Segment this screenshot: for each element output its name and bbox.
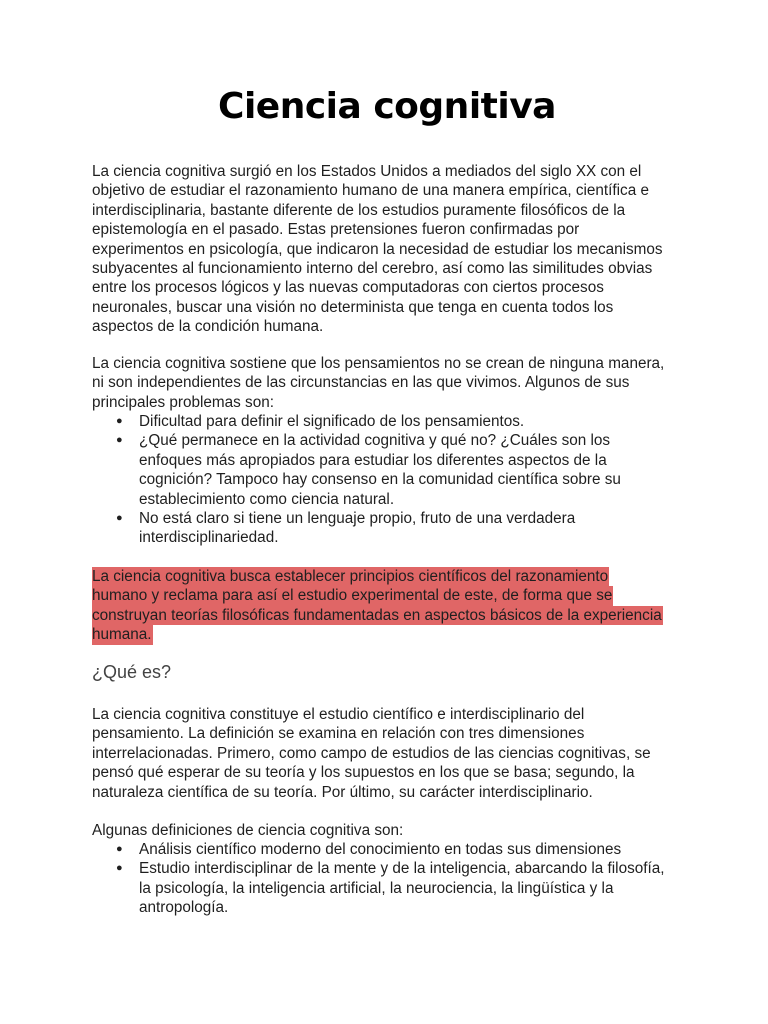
text-line: cognición? Tampoco hay consenso en la comunidad científica sobre su	[139, 471, 621, 489]
text-line: aspectos de la condición humana.	[92, 318, 324, 336]
text-line: pensó qué esperar de su teoría y los supuestos en los que se basa; segundo, la	[92, 764, 635, 782]
document-title: Ciencia cognitiva	[218, 86, 556, 127]
definitions-intro	[92, 821, 682, 840]
list-item	[92, 840, 682, 859]
text-line: objetivo de estudiar el razonamiento humano de una manera empírica, científica e	[92, 182, 649, 200]
text-line: pensamiento. La definición se examina en relación con tres dimensiones	[92, 725, 585, 743]
text-line: interrelacionadas. Primero, como campo de estudios de las ciencias cognitivas, se	[92, 744, 651, 762]
text-line: Dificultad para definir el significado de los pensamientos.	[139, 413, 525, 430]
text-line: La ciencia cognitiva constituye el estudio científico e interdisciplinario del	[92, 706, 585, 723]
list-item	[92, 859, 682, 917]
text-line: ¿Qué permanece en la actividad cognitiva y qué no? ¿Cuáles son los	[139, 432, 611, 450]
text-line: ni son independientes de las circunstancias en las que vivimos. Algunos de sus	[92, 374, 630, 392]
definitions-list	[92, 840, 682, 918]
section-heading: ¿Qué es?	[92, 662, 172, 682]
text-line: antropología.	[139, 899, 229, 917]
text-line: epistemología en el pasado. Estas pretensiones fueron confirmadas por	[92, 221, 580, 239]
list-item	[92, 509, 682, 548]
list-item	[92, 431, 682, 509]
text-line: interdisciplinariedad.	[139, 529, 279, 547]
text-line: entre los procesos lógicos y las nuevas computadoras con ciertos procesos	[92, 279, 604, 297]
list-item	[92, 412, 682, 431]
highlighted-line: construyan teorías filosóficas fundamentadas en aspectos básicos de la experiencia	[92, 606, 662, 624]
problems-list	[92, 412, 682, 548]
intro-paragraph	[92, 162, 682, 337]
bullet-icon: ●	[116, 511, 123, 524]
text-line: experimentos en psicología, que indicaron la necesidad de estudiar los mecanismos	[92, 240, 663, 258]
text-line: establecimiento como ciencia natural.	[139, 490, 395, 508]
bullet-icon: ●	[116, 843, 123, 855]
text-line: naturaleza científica de su teoría. Por último, su carácter interdisciplinario.	[92, 783, 593, 801]
text-line: No está claro si tiene un lenguaje propio, fruto de una verdadera	[139, 509, 576, 527]
text-line: subyacentes al funcionamiento interno del cerebro, así como las similitudes obvias	[92, 259, 653, 277]
text-line: neuronales, buscar una visión no determinista que tenga en cuenta todos los	[92, 298, 614, 316]
text-line: principales problemas son:	[92, 393, 274, 411]
definition-paragraph	[92, 705, 682, 802]
text-line: Algunas definiciones de ciencia cognitiva son:	[92, 822, 404, 839]
text-line: enfoques más apropiados para estudiar los diferentes aspectos de la	[139, 451, 607, 469]
text-line: La ciencia cognitiva surgió en los Estados Unidos a mediados del siglo XX con el	[92, 163, 642, 180]
highlighted-line: La ciencia cognitiva busca establecer principios científicos del razonamiento	[92, 568, 609, 585]
bullet-icon: ●	[116, 434, 123, 447]
bullet-icon: ●	[116, 862, 123, 875]
bullet-icon: ●	[116, 415, 123, 427]
text-line: Estudio interdisciplinar de la mente y de la inteligencia, abarcando la filosofía,	[139, 860, 665, 878]
highlighted-paragraph	[92, 567, 682, 645]
text-line: Análisis científico moderno del conocimiento en todas sus dimensiones	[139, 841, 622, 858]
highlighted-line: humana.	[92, 626, 152, 644]
highlighted-line: humano y reclama para así el estudio experimental de este, de forma que se	[92, 587, 613, 605]
text-line: interdisciplinaria, bastante diferente de los estudios puramente filosóficos de la	[92, 201, 626, 219]
problems-intro-paragraph	[92, 354, 682, 412]
text-line: la psicología, la inteligencia artificial, la neurociencia, la lingüística y la	[139, 879, 614, 897]
text-line: La ciencia cognitiva sostiene que los pensamientos no se crean de ninguna manera,	[92, 355, 665, 372]
